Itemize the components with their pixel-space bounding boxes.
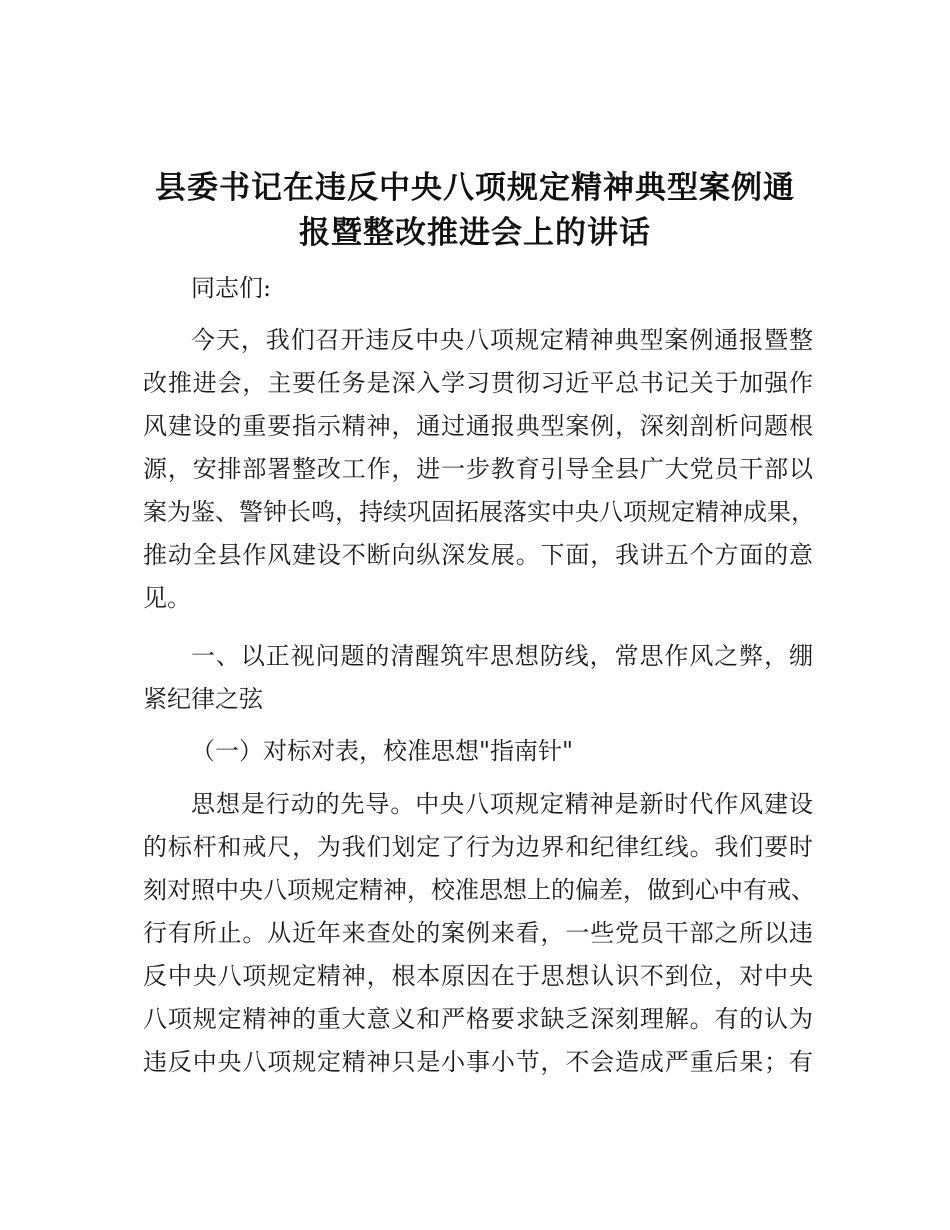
section-1-heading-line-1: 一、以正视问题的清醒筑牢思想防线，常思作风之弊，绷 bbox=[191, 642, 813, 670]
paragraph-1-line-4: 源，安排部署整改工作，进一步教育引导全县广大党员干部以 bbox=[143, 455, 813, 483]
paragraph-1-line-3: 风建设的重要指示精神，通过通报典型案例，深刻剖析问题根 bbox=[143, 412, 813, 440]
document-title-line-2: 报暨整改推进会上的讲话 bbox=[299, 215, 651, 251]
paragraph-2-line-7: 违反中央八项规定精神只是小事小节，不会造成严重后果；有 bbox=[143, 1048, 813, 1076]
paragraph-1-line-5: 案为鉴、警钟长鸣，持续巩固拓展落实中央八项规定精神成果， bbox=[143, 498, 815, 526]
document-title-line-1: 县委书记在违反中央八项规定精神典型案例通 bbox=[155, 170, 795, 206]
paragraph-1-line-1: 今天，我们召开违反中央八项规定精神典型案例通报暨整 bbox=[191, 326, 813, 354]
paragraph-2-line-3: 刻对照中央八项规定精神，校准思想上的偏差，做到心中有戒、 bbox=[143, 876, 815, 904]
paragraph-2-line-5: 反中央八项规定精神，根本原因在于思想认识不到位，对中央 bbox=[143, 962, 813, 990]
subsection-1-heading: （一）对标对表，校准思想"指南针" bbox=[191, 737, 574, 765]
paragraph-1-line-6: 推动全县作风建设不断向纵深发展。下面，我讲五个方面的意 bbox=[143, 541, 813, 569]
paragraph-2-line-1: 思想是行动的先导。中央八项规定精神是新时代作风建设 bbox=[191, 790, 813, 818]
paragraph-2-line-6: 八项规定精神的重大意义和严格要求缺乏深刻理解。有的认为 bbox=[143, 1005, 813, 1033]
paragraph-2-line-4: 行有所止。从近年来查处的案例来看，一些党员干部之所以违 bbox=[143, 919, 813, 947]
paragraph-1-line-2: 改推进会，主要任务是深入学习贯彻习近平总书记关于加强作 bbox=[143, 369, 813, 397]
salutation: 同志们: bbox=[191, 274, 272, 302]
paragraph-2-line-2: 的标杆和戒尺，为我们划定了行为边界和纪律红线。我们要时 bbox=[143, 833, 813, 861]
section-1-heading-line-2: 紧纪律之弦 bbox=[143, 685, 263, 713]
paragraph-1-line-7: 见。 bbox=[143, 584, 191, 612]
